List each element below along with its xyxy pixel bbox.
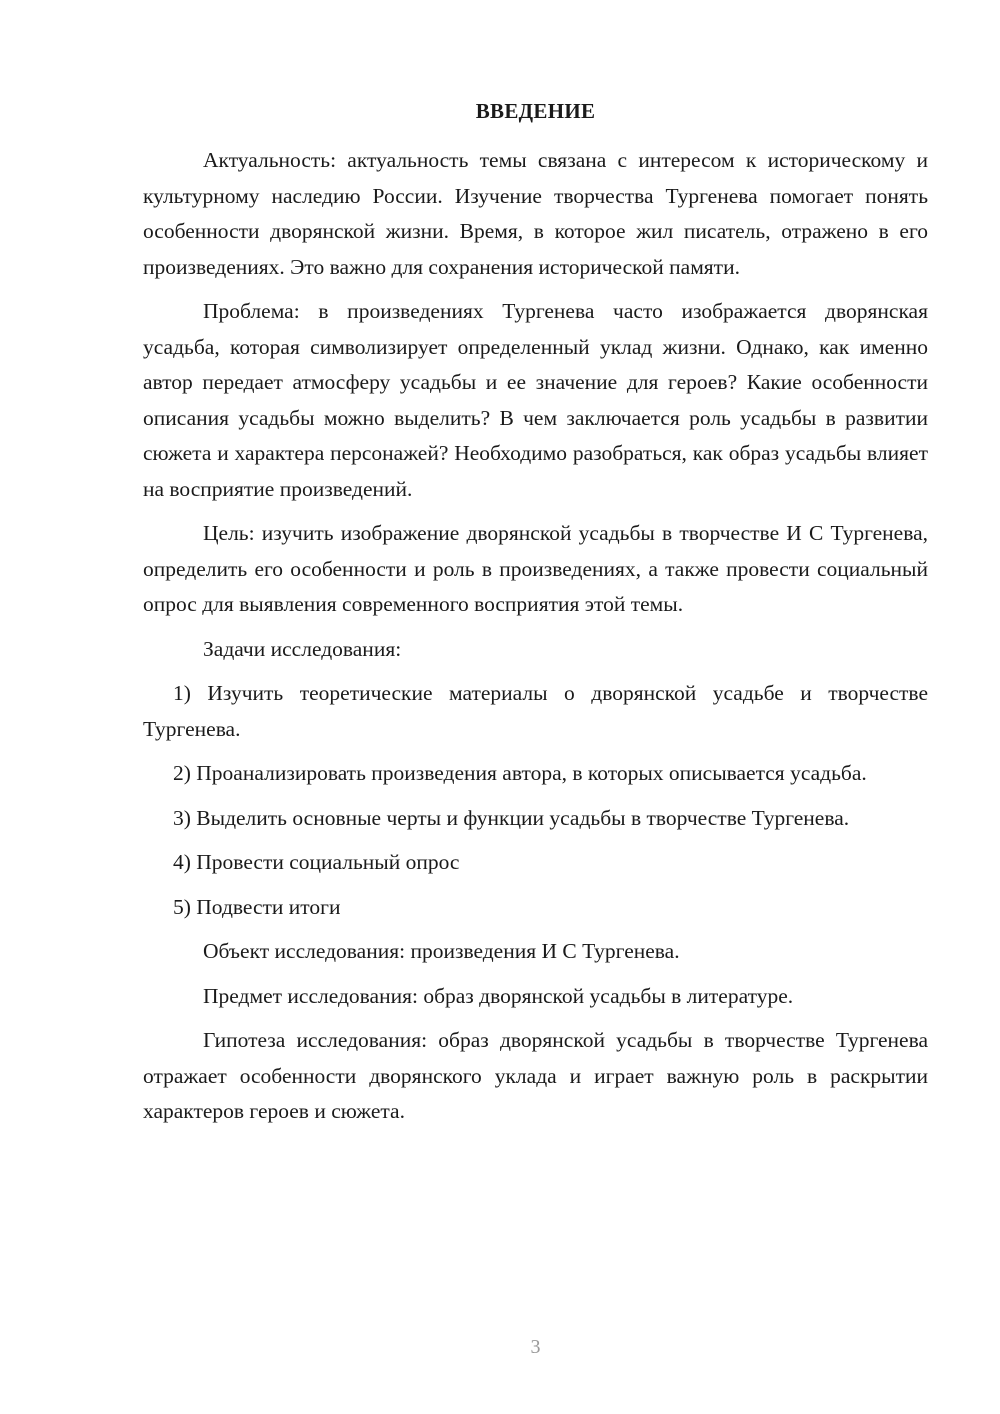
research-subject: Предмет исследования: образ дворянской усадьбы в литературе.	[203, 983, 794, 1008]
task-item-2: 2) Проанализировать произведения автора, в которых описывается усадьба.	[173, 761, 867, 785]
paragraph-relevance: Актуальность: актуальность темы связана с интересом к историческому и культурному наследию России. Изучение творчества Тургенева помогает понять особенности дворянской жизни. Время, в которое жил писатель, отражено в его произведениях. Это важно для сохранения исторической памяти.	[143, 148, 928, 279]
page-number: 3	[530, 1336, 541, 1358]
paragraph-goal: Цель: изучить изображение дворянской усадьбы в творчестве И С Тургенева, определить его особенности и роль в произведениях, а также провести социальный опрос для выявления современного восприятия этой темы.	[143, 521, 928, 616]
body-text	[143, 143, 928, 1139]
task-item-3: 3) Выделить основные черты и функции усадьбы в творчестве Тургенева.	[173, 805, 850, 830]
document-page	[143, 0, 928, 1414]
paragraph-problem: Проблема: в произведениях Тургенева часто изображается дворянская усадьба, которая символизирует определенный уклад жизни. Однако, как именно автор передает атмосферу усадьбы и ее значение для героев? Какие особенности описания усадьбы можно выделить? В чем заключается роль усадьбы в развитии сюжета и характера персонажей? Необходимо разобраться, как образ усадьбы влияет на восприятие произведений.	[143, 299, 928, 501]
research-object: Объект исследования: произведения И С Тургенева.	[203, 939, 680, 963]
research-hypothesis: Гипотеза исследования: образ дворянской усадьбы в творчестве Тургенева отражает особенности дворянского уклада и играет важную роль в раскрытии характеров героев и сюжета.	[143, 1028, 928, 1123]
task-item-5: 5) Подвести итоги	[173, 894, 341, 919]
task-item-4: 4) Провести социальный опрос	[173, 850, 460, 874]
task-item-1: 1) Изучить теоретические материалы о дворянской усадьбе и творчестве Тургенева.	[143, 681, 928, 741]
section-title: ВВЕДЕНИЕ	[475, 99, 596, 123]
tasks-heading: Задачи исследования:	[203, 636, 402, 661]
